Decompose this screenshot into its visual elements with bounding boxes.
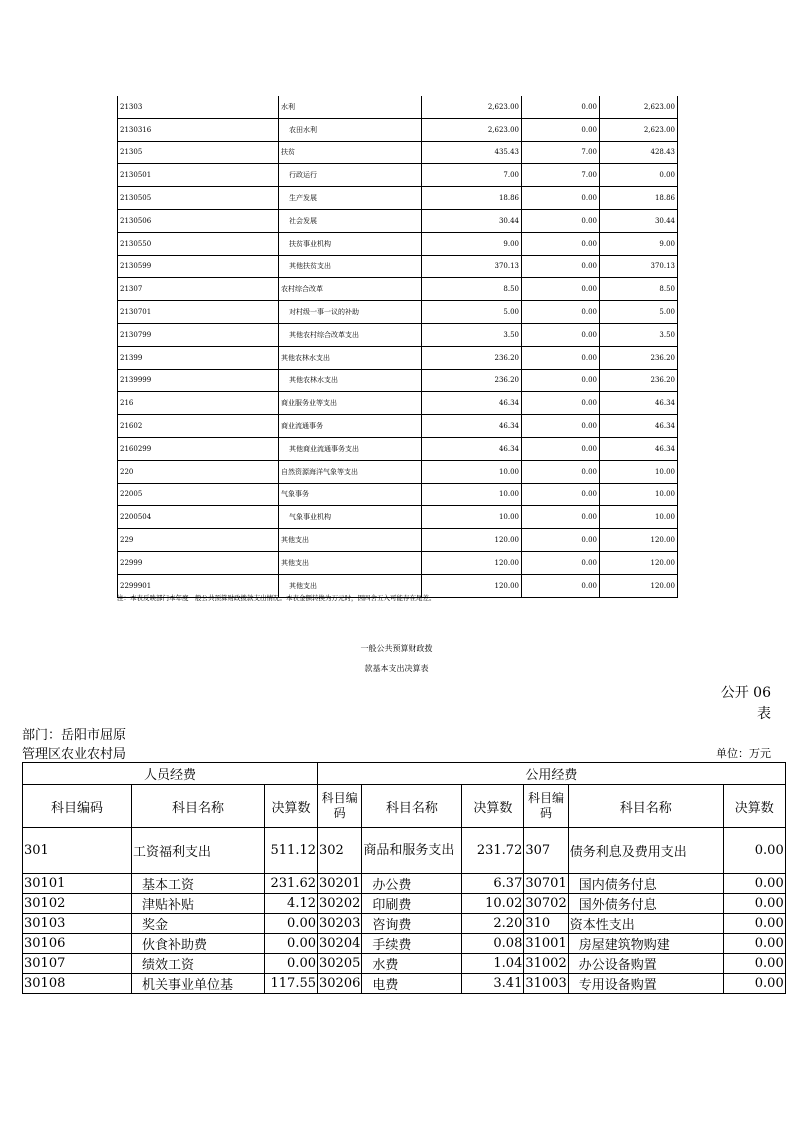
row-code: 229 bbox=[118, 529, 279, 552]
header-code-1: 科目编码 bbox=[23, 785, 132, 828]
row-code: 21399 bbox=[118, 346, 279, 369]
other-name: 办公设备购置 bbox=[568, 954, 723, 974]
row-total: 10.00 bbox=[422, 506, 522, 529]
row-project: 0.00 bbox=[600, 164, 678, 187]
personnel-amount: 0.00 bbox=[265, 934, 318, 954]
group-header-public: 公用经费 bbox=[318, 763, 786, 785]
row-total: 8.50 bbox=[422, 278, 522, 301]
other-code: 31003 bbox=[524, 974, 568, 994]
row-basic: 0.00 bbox=[522, 369, 600, 392]
table-row bbox=[23, 874, 786, 894]
table-row bbox=[118, 96, 678, 118]
other-name: 债务利息及费用支出 bbox=[568, 828, 723, 874]
row-project: 5.00 bbox=[600, 301, 678, 324]
personnel-code: 30108 bbox=[23, 974, 132, 994]
personnel-code: 301 bbox=[23, 828, 132, 874]
public-code: 30205 bbox=[318, 954, 362, 974]
public-name: 印刷费 bbox=[362, 894, 462, 914]
row-project: 120.00 bbox=[600, 574, 678, 597]
row-project: 46.34 bbox=[600, 437, 678, 460]
row-name: 气象事业机构 bbox=[279, 506, 422, 529]
row-basic: 0.00 bbox=[522, 415, 600, 438]
row-total: 236.20 bbox=[422, 346, 522, 369]
public-amount: 2.20 bbox=[462, 914, 524, 934]
row-name: 生产发展 bbox=[279, 187, 422, 210]
row-name: 扶贫 bbox=[279, 141, 422, 164]
row-code: 21305 bbox=[118, 141, 279, 164]
row-basic: 7.00 bbox=[522, 141, 600, 164]
row-total: 120.00 bbox=[422, 529, 522, 552]
row-name: 社会发展 bbox=[279, 209, 422, 232]
row-basic: 0.00 bbox=[522, 346, 600, 369]
other-amount: 0.00 bbox=[723, 974, 785, 994]
row-total: 120.00 bbox=[422, 551, 522, 574]
row-total: 7.00 bbox=[422, 164, 522, 187]
row-basic: 0.00 bbox=[522, 323, 600, 346]
personnel-name: 奖金 bbox=[132, 914, 265, 934]
header-code-2: 科目编码 bbox=[318, 785, 362, 828]
row-code: 2200504 bbox=[118, 506, 279, 529]
row-code: 2299901 bbox=[118, 574, 279, 597]
row-project: 3.50 bbox=[600, 323, 678, 346]
row-basic: 0.00 bbox=[522, 232, 600, 255]
row-code: 21602 bbox=[118, 415, 279, 438]
table-row bbox=[118, 301, 678, 324]
table-row bbox=[118, 460, 678, 483]
row-basic: 0.00 bbox=[522, 255, 600, 278]
row-name: 其他农林水支出 bbox=[279, 369, 422, 392]
public-name: 商品和服务支出 bbox=[362, 828, 462, 874]
row-code: 2130799 bbox=[118, 323, 279, 346]
department-line1: 部门：岳阳市屈原 bbox=[22, 728, 127, 743]
table-row bbox=[23, 934, 786, 954]
row-basic: 7.00 bbox=[522, 164, 600, 187]
personnel-amount: 511.12 bbox=[265, 828, 318, 874]
row-total: 120.00 bbox=[422, 574, 522, 597]
public-name: 电费 bbox=[362, 974, 462, 994]
table-row bbox=[118, 141, 678, 164]
row-name: 其他支出 bbox=[279, 529, 422, 552]
row-basic: 0.00 bbox=[522, 551, 600, 574]
table-row bbox=[23, 974, 786, 994]
public-amount: 231.72 bbox=[462, 828, 524, 874]
other-code: 30702 bbox=[524, 894, 568, 914]
other-amount: 0.00 bbox=[723, 894, 785, 914]
table-row bbox=[118, 232, 678, 255]
row-name: 其他商业流通事务支出 bbox=[279, 437, 422, 460]
personnel-name: 津贴补贴 bbox=[132, 894, 265, 914]
row-project: 10.00 bbox=[600, 460, 678, 483]
unit-label: 单位：万元 bbox=[716, 747, 771, 760]
table-row bbox=[118, 551, 678, 574]
row-name: 商业服务业等支出 bbox=[279, 392, 422, 415]
other-code: 30701 bbox=[524, 874, 568, 894]
row-code: 21303 bbox=[118, 96, 279, 118]
row-total: 30.44 bbox=[422, 209, 522, 232]
personnel-amount: 231.62 bbox=[265, 874, 318, 894]
table-row bbox=[23, 954, 786, 974]
group-header-personnel: 人员经费 bbox=[23, 763, 318, 785]
public-code: 30206 bbox=[318, 974, 362, 994]
form-code-line1: 公开 06 bbox=[720, 685, 771, 701]
table-row bbox=[23, 828, 786, 874]
row-name: 商业流通事务 bbox=[279, 415, 422, 438]
row-basic: 0.00 bbox=[522, 278, 600, 301]
other-code: 31001 bbox=[524, 934, 568, 954]
row-total: 10.00 bbox=[422, 460, 522, 483]
header-name-1: 科目名称 bbox=[132, 785, 265, 828]
public-name: 咨询费 bbox=[362, 914, 462, 934]
table-row bbox=[118, 164, 678, 187]
header-name-3: 科目名称 bbox=[568, 785, 723, 828]
row-project: 46.34 bbox=[600, 392, 678, 415]
row-code: 22005 bbox=[118, 483, 279, 506]
row-project: 46.34 bbox=[600, 415, 678, 438]
public-code: 30201 bbox=[318, 874, 362, 894]
public-code: 30202 bbox=[318, 894, 362, 914]
table-row bbox=[118, 278, 678, 301]
other-amount: 0.00 bbox=[723, 954, 785, 974]
other-code: 310 bbox=[524, 914, 568, 934]
personnel-code: 30107 bbox=[23, 954, 132, 974]
table-note: 注：本表反映部门本年度一般公共预算财政拨款支出情况。本表金额转换为万元时，因四舍五入可能存在尾差。 bbox=[117, 594, 436, 602]
table-row bbox=[118, 369, 678, 392]
row-code: 2130316 bbox=[118, 118, 279, 141]
row-code: 2130550 bbox=[118, 232, 279, 255]
public-amount: 0.08 bbox=[462, 934, 524, 954]
personnel-amount: 4.12 bbox=[265, 894, 318, 914]
row-code: 21307 bbox=[118, 278, 279, 301]
public-amount: 6.37 bbox=[462, 874, 524, 894]
row-basic: 0.00 bbox=[522, 301, 600, 324]
other-name: 国内债务付息 bbox=[568, 874, 723, 894]
row-code: 220 bbox=[118, 460, 279, 483]
other-code: 31002 bbox=[524, 954, 568, 974]
row-project: 428.43 bbox=[600, 141, 678, 164]
row-name: 水利 bbox=[279, 96, 422, 118]
public-code: 30203 bbox=[318, 914, 362, 934]
row-total: 5.00 bbox=[422, 301, 522, 324]
row-name: 对村级一事一议的补助 bbox=[279, 301, 422, 324]
public-amount: 10.02 bbox=[462, 894, 524, 914]
row-project: 18.86 bbox=[600, 187, 678, 210]
row-basic: 0.00 bbox=[522, 118, 600, 141]
table-row bbox=[118, 187, 678, 210]
row-name: 其他农村综合改革支出 bbox=[279, 323, 422, 346]
public-name: 手续费 bbox=[362, 934, 462, 954]
table-row bbox=[118, 346, 678, 369]
personnel-name: 绩效工资 bbox=[132, 954, 265, 974]
row-total: 435.43 bbox=[422, 141, 522, 164]
other-name: 资本性支出 bbox=[568, 914, 723, 934]
personnel-code: 30106 bbox=[23, 934, 132, 954]
personnel-amount: 117.55 bbox=[265, 974, 318, 994]
table-row bbox=[118, 529, 678, 552]
row-project: 370.13 bbox=[600, 255, 678, 278]
public-code: 302 bbox=[318, 828, 362, 874]
report-title-line1: 一般公共预算财政拨 bbox=[360, 644, 433, 653]
row-code: 2130599 bbox=[118, 255, 279, 278]
header-amount-3: 决算数 bbox=[723, 785, 785, 828]
row-total: 9.00 bbox=[422, 232, 522, 255]
public-amount: 1.04 bbox=[462, 954, 524, 974]
other-amount: 0.00 bbox=[723, 914, 785, 934]
row-name: 其他农林水支出 bbox=[279, 346, 422, 369]
row-basic: 0.00 bbox=[522, 529, 600, 552]
row-name: 其他扶贫支出 bbox=[279, 255, 422, 278]
row-code: 2160299 bbox=[118, 437, 279, 460]
row-code: 216 bbox=[118, 392, 279, 415]
row-project: 8.50 bbox=[600, 278, 678, 301]
row-basic: 0.00 bbox=[522, 187, 600, 210]
row-total: 10.00 bbox=[422, 483, 522, 506]
personnel-amount: 0.00 bbox=[265, 914, 318, 934]
other-code: 307 bbox=[524, 828, 568, 874]
row-project: 236.20 bbox=[600, 369, 678, 392]
other-amount: 0.00 bbox=[723, 934, 785, 954]
row-total: 236.20 bbox=[422, 369, 522, 392]
department-line2: 管理区农业农村局 bbox=[22, 747, 127, 762]
public-name: 水费 bbox=[362, 954, 462, 974]
row-basic: 0.00 bbox=[522, 209, 600, 232]
row-project: 10.00 bbox=[600, 483, 678, 506]
form-code-line2: 表 bbox=[757, 706, 771, 722]
basic-expenditure-table bbox=[22, 762, 786, 994]
row-name: 农田水利 bbox=[279, 118, 422, 141]
row-basic: 0.00 bbox=[522, 574, 600, 597]
row-code: 22999 bbox=[118, 551, 279, 574]
table-row bbox=[118, 437, 678, 460]
personnel-name: 机关事业单位基 bbox=[132, 974, 265, 994]
personnel-code: 30103 bbox=[23, 914, 132, 934]
top-expenditure-table bbox=[117, 96, 678, 598]
row-name: 其他支出 bbox=[279, 574, 422, 597]
table-row bbox=[118, 209, 678, 232]
personnel-name: 工资福利支出 bbox=[132, 828, 265, 874]
row-basic: 0.00 bbox=[522, 506, 600, 529]
row-total: 46.34 bbox=[422, 415, 522, 438]
header-amount-1: 决算数 bbox=[265, 785, 318, 828]
report-title-line2: 款基本支出决算表 bbox=[364, 664, 429, 673]
table-row bbox=[118, 118, 678, 141]
other-amount: 0.00 bbox=[723, 874, 785, 894]
personnel-code: 30101 bbox=[23, 874, 132, 894]
personnel-code: 30102 bbox=[23, 894, 132, 914]
table-row bbox=[118, 415, 678, 438]
personnel-name: 基本工资 bbox=[132, 874, 265, 894]
other-amount: 0.00 bbox=[723, 828, 785, 874]
row-name: 其他支出 bbox=[279, 551, 422, 574]
personnel-name: 伙食补助费 bbox=[132, 934, 265, 954]
other-name: 专用设备购置 bbox=[568, 974, 723, 994]
row-project: 120.00 bbox=[600, 551, 678, 574]
row-total: 46.34 bbox=[422, 392, 522, 415]
header-code-3: 科目编码 bbox=[524, 785, 568, 828]
row-total: 2,623.00 bbox=[422, 118, 522, 141]
row-name: 行政运行 bbox=[279, 164, 422, 187]
row-project: 30.44 bbox=[600, 209, 678, 232]
table-row bbox=[118, 323, 678, 346]
row-total: 3.50 bbox=[422, 323, 522, 346]
row-code: 2130701 bbox=[118, 301, 279, 324]
row-project: 9.00 bbox=[600, 232, 678, 255]
row-total: 46.34 bbox=[422, 437, 522, 460]
row-code: 2130501 bbox=[118, 164, 279, 187]
row-code: 2139999 bbox=[118, 369, 279, 392]
row-project: 10.00 bbox=[600, 506, 678, 529]
row-basic: 0.00 bbox=[522, 483, 600, 506]
table-row bbox=[118, 506, 678, 529]
row-project: 2,623.00 bbox=[600, 118, 678, 141]
row-project: 236.20 bbox=[600, 346, 678, 369]
row-code: 2130506 bbox=[118, 209, 279, 232]
public-code: 30204 bbox=[318, 934, 362, 954]
row-basic: 0.00 bbox=[522, 96, 600, 118]
row-project: 2,623.00 bbox=[600, 96, 678, 118]
row-basic: 0.00 bbox=[522, 437, 600, 460]
personnel-amount: 0.00 bbox=[265, 954, 318, 974]
row-project: 120.00 bbox=[600, 529, 678, 552]
row-code: 2130505 bbox=[118, 187, 279, 210]
row-basic: 0.00 bbox=[522, 392, 600, 415]
row-name: 气象事务 bbox=[279, 483, 422, 506]
row-name: 扶贫事业机构 bbox=[279, 232, 422, 255]
table-row bbox=[118, 483, 678, 506]
row-basic: 0.00 bbox=[522, 460, 600, 483]
header-name-2: 科目名称 bbox=[362, 785, 462, 828]
row-total: 2,623.00 bbox=[422, 96, 522, 118]
public-amount: 3.41 bbox=[462, 974, 524, 994]
table-row bbox=[23, 894, 786, 914]
table-row bbox=[118, 392, 678, 415]
row-total: 370.13 bbox=[422, 255, 522, 278]
public-name: 办公费 bbox=[362, 874, 462, 894]
table-row bbox=[118, 255, 678, 278]
other-name: 房屋建筑物购建 bbox=[568, 934, 723, 954]
row-name: 自然资源海洋气象等支出 bbox=[279, 460, 422, 483]
row-total: 18.86 bbox=[422, 187, 522, 210]
header-amount-2: 决算数 bbox=[462, 785, 524, 828]
table-row bbox=[23, 914, 786, 934]
other-name: 国外债务付息 bbox=[568, 894, 723, 914]
row-name: 农村综合改革 bbox=[279, 278, 422, 301]
